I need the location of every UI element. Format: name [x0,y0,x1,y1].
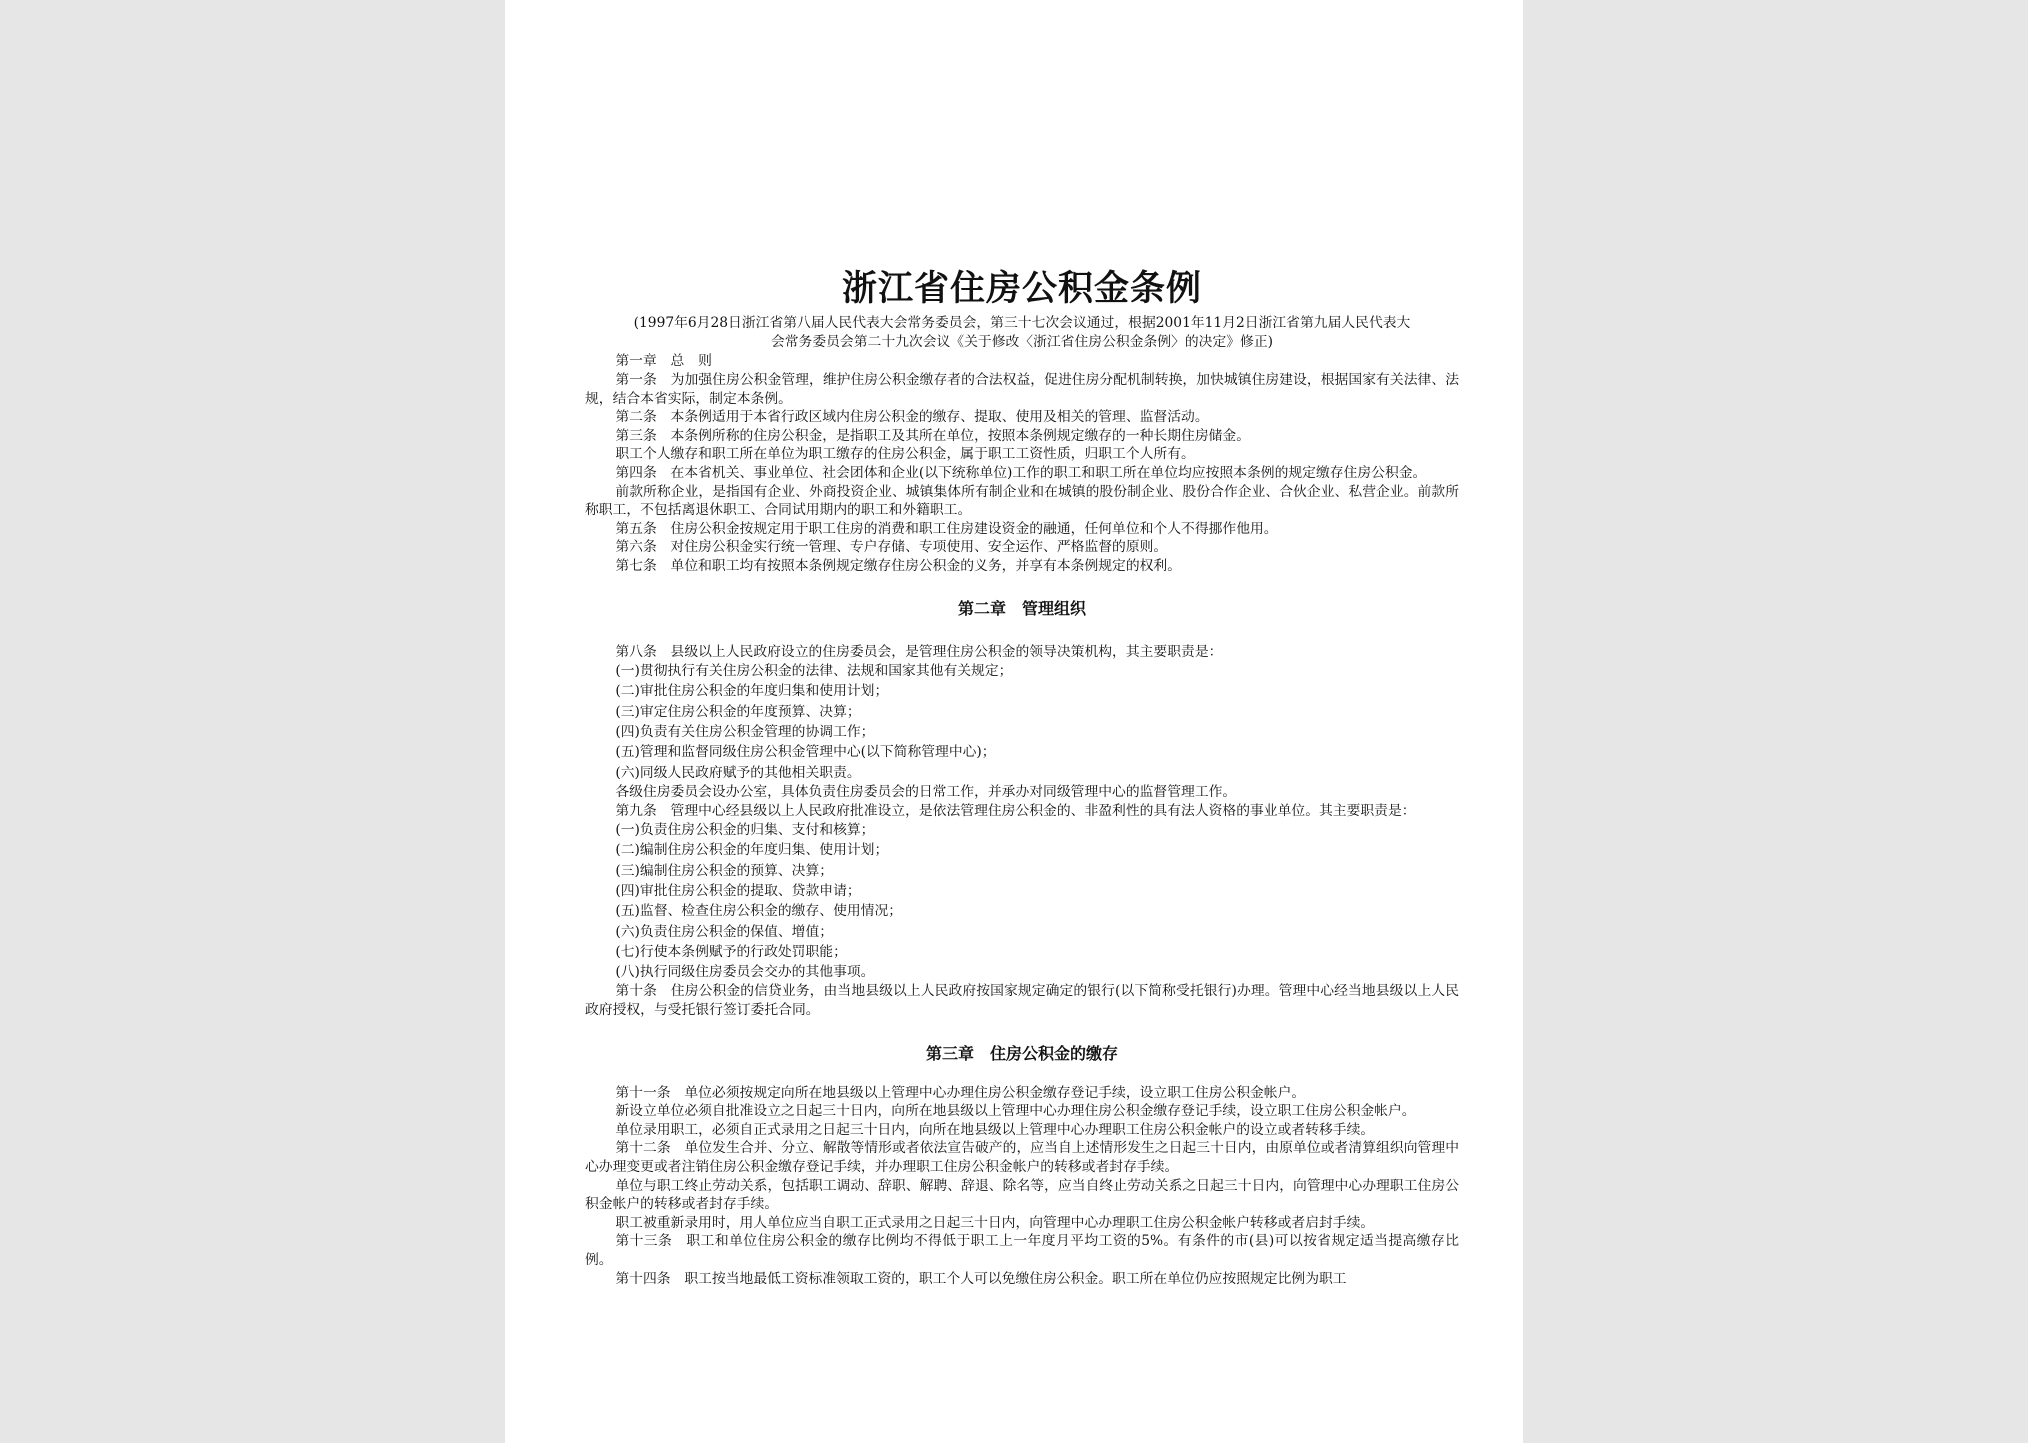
document-title: 浙江省住房公积金条例 [841,268,1202,309]
article9-intro: 第九条 管理中心经县级以上人民政府批准设立，是依法管理住房公积金的、非盈利性的具有法人资格的事业单位。其主要职责是： [615,802,1416,819]
document-page [505,0,1523,1443]
paragraph: 第五条 住房公积金按规定用于职工住房的消费和职工住房建设资金的融通，任何单位和个人不得挪作他用。 [615,520,1278,537]
paragraph: 第二条 本条例适用于本省行政区域内住房公积金的缴存、提取、使用及相关的管理、监督活动。 [615,409,1209,426]
paragraph: 第三条 本条例所称的住房公积金，是指职工及其所在单位，按照本条例规定缴存的一种长期住房储金。 [615,427,1251,444]
list-item: (五)监督、检查住房公积金的缴存、使用情况； [615,903,903,920]
list-item: (一)贯彻执行有关住房公积金的法律、法规和国家其他有关规定； [615,663,1013,680]
chapter2-heading: 第二章 管理组织 [957,598,1086,618]
list-item: (六)负责住房公积金的保值、增值； [615,923,834,940]
paragraph: 第十四条 职工按当地最低工资标准领取工资的，职工个人可以免缴住房公积金。职工所在单位仍应按照规定比例为职工 [615,1270,1347,1287]
paragraph: 单位录用职工，必须自正式录用之日起三十日内，向所在地县级以上管理中心办理职工住房公积金帐户的设立或者转移手续。 [615,1121,1375,1138]
list-item: (一)负责住房公积金的归集、支付和核算； [615,822,875,839]
list-item: (二)审批住房公积金的年度归集和使用计划； [615,683,889,700]
paragraph: 前款所称企业，是指国有企业、外商投资企业、城镇集体所有制企业和在城镇的股份制企业、股份合作企业、合伙企业、私营企业。前款所称职工，不包括离退休职工、合同试用期内的职工和外籍职工。 [585,483,1459,519]
chapter3-heading: 第三章 住房公积金的缴存 [925,1043,1118,1063]
document-subtitle-line2: 会常务委员会第二十九次会议《关于修改〈浙江省住房公积金条例〉的决定》修正) [770,334,1274,350]
paragraph: 职工个人缴存和职工所在单位为职工缴存的住房公积金，属于职工工资性质，归职工个人所有。 [615,446,1195,463]
chapter1-body [585,371,1459,576]
chapter2-body [585,643,1459,1020]
list-item: (二)编制住房公积金的年度归集、使用计划； [615,842,889,859]
paragraph: 职工被重新录用时，用人单位应当自职工正式录用之日起三十日内，向管理中心办理职工住房公积金帐户转移或者启封手续。 [615,1214,1375,1231]
list-item: (四)审批住房公积金的提取、贷款申请； [615,882,861,899]
article8-intro: 第八条 县级以上人民政府设立的住房委员会，是管理住房公积金的领导决策机构，其主要职责是： [615,643,1223,660]
chapter1-heading: 第一章 总 则 [615,353,712,369]
paragraph: 第七条 单位和职工均有按照本条例规定缴存住房公积金的义务，并享有本条例规定的权利。 [615,557,1182,574]
list-item: (五)管理和监督同级住房公积金管理中心(以下简称管理中心)； [615,744,996,761]
paragraph: 第十二条 单位发生合并、分立、解散等情形或者依法宣告破产的，应当自上述情形发生之日起三十日内，由原单位或者清算组织向管理中心办理变更或者注销住房公积金缴存登记手续，并办理职工住房公积金帐户的转移或者封存手续。 [585,1140,1459,1176]
document-subtitle-line1: (1997年6月28日浙江省第八届人民代表大会常务委员会，第三十七次会议通过，根据2001年11月2日浙江省第九届人民代表大 [633,315,1411,331]
paragraph: 第六条 对住房公积金实行统一管理、专户存储、专项使用、安全运作、严格监督的原则。 [615,539,1168,556]
paragraph: 第十一条 单位必须按规定向所在地县级以上管理中心办理住房公积金缴存登记手续，设立职工住房公积金帐户。 [615,1084,1306,1101]
paragraph: 新设立单位必须自批准设立之日起三十日内，向所在地县级以上管理中心办理住房公积金缴存登记手续，设立职工住房公积金帐户。 [615,1103,1416,1120]
paragraph: 第一条 为加强住房公积金管理，维护住房公积金缴存者的合法权益，促进住房分配机制转换，加快城镇住房建设，根据国家有关法律、法规，结合本省实际，制定本条例。 [585,372,1459,407]
paragraph: 第四条 在本省机关、事业单位、社会团体和企业(以下统称单位)工作的职工和职工所在单位均应按照本条例的规定缴存住房公积金。 [615,464,1427,481]
list-item: (三)审定住房公积金的年度预算、决算； [615,703,861,720]
article10: 第十条 住房公积金的信贷业务，由当地县级以上人民政府按国家规定确定的银行(以下简称受托银行)办理。管理中心经当地县级以上人民政府授权，与受托银行签订委托合同。 [585,983,1459,1019]
list-item: (八)执行同级住房委员会交办的其他事项。 [615,964,875,981]
paragraph: 第十三条 职工和单位住房公积金的缴存比例均不得低于职工上一年度月平均工资的5%。有条件的市(县)可以按省规定适当提高缴存比例。 [585,1233,1459,1268]
paragraph: 单位与职工终止劳动关系，包括职工调动、辞职、解聘、辞退、除名等，应当自终止劳动关系之日起三十日内，向管理中心办理职工住房公积金帐户的转移或者封存手续。 [585,1177,1459,1213]
list-item: (七)行使本条例赋予的行政处罚职能； [615,943,847,960]
chapter3-body [585,1084,1459,1289]
list-item: (六)同级人民政府赋予的其他相关职责。 [615,764,861,781]
list-item: (四)负责有关住房公积金管理的协调工作； [615,724,875,741]
article8-after: 各级住房委员会设办公室，具体负责住房委员会的日常工作，并承办对同级管理中心的监督管理工作。 [615,783,1237,800]
list-item: (三)编制住房公积金的预算、决算； [615,862,834,879]
